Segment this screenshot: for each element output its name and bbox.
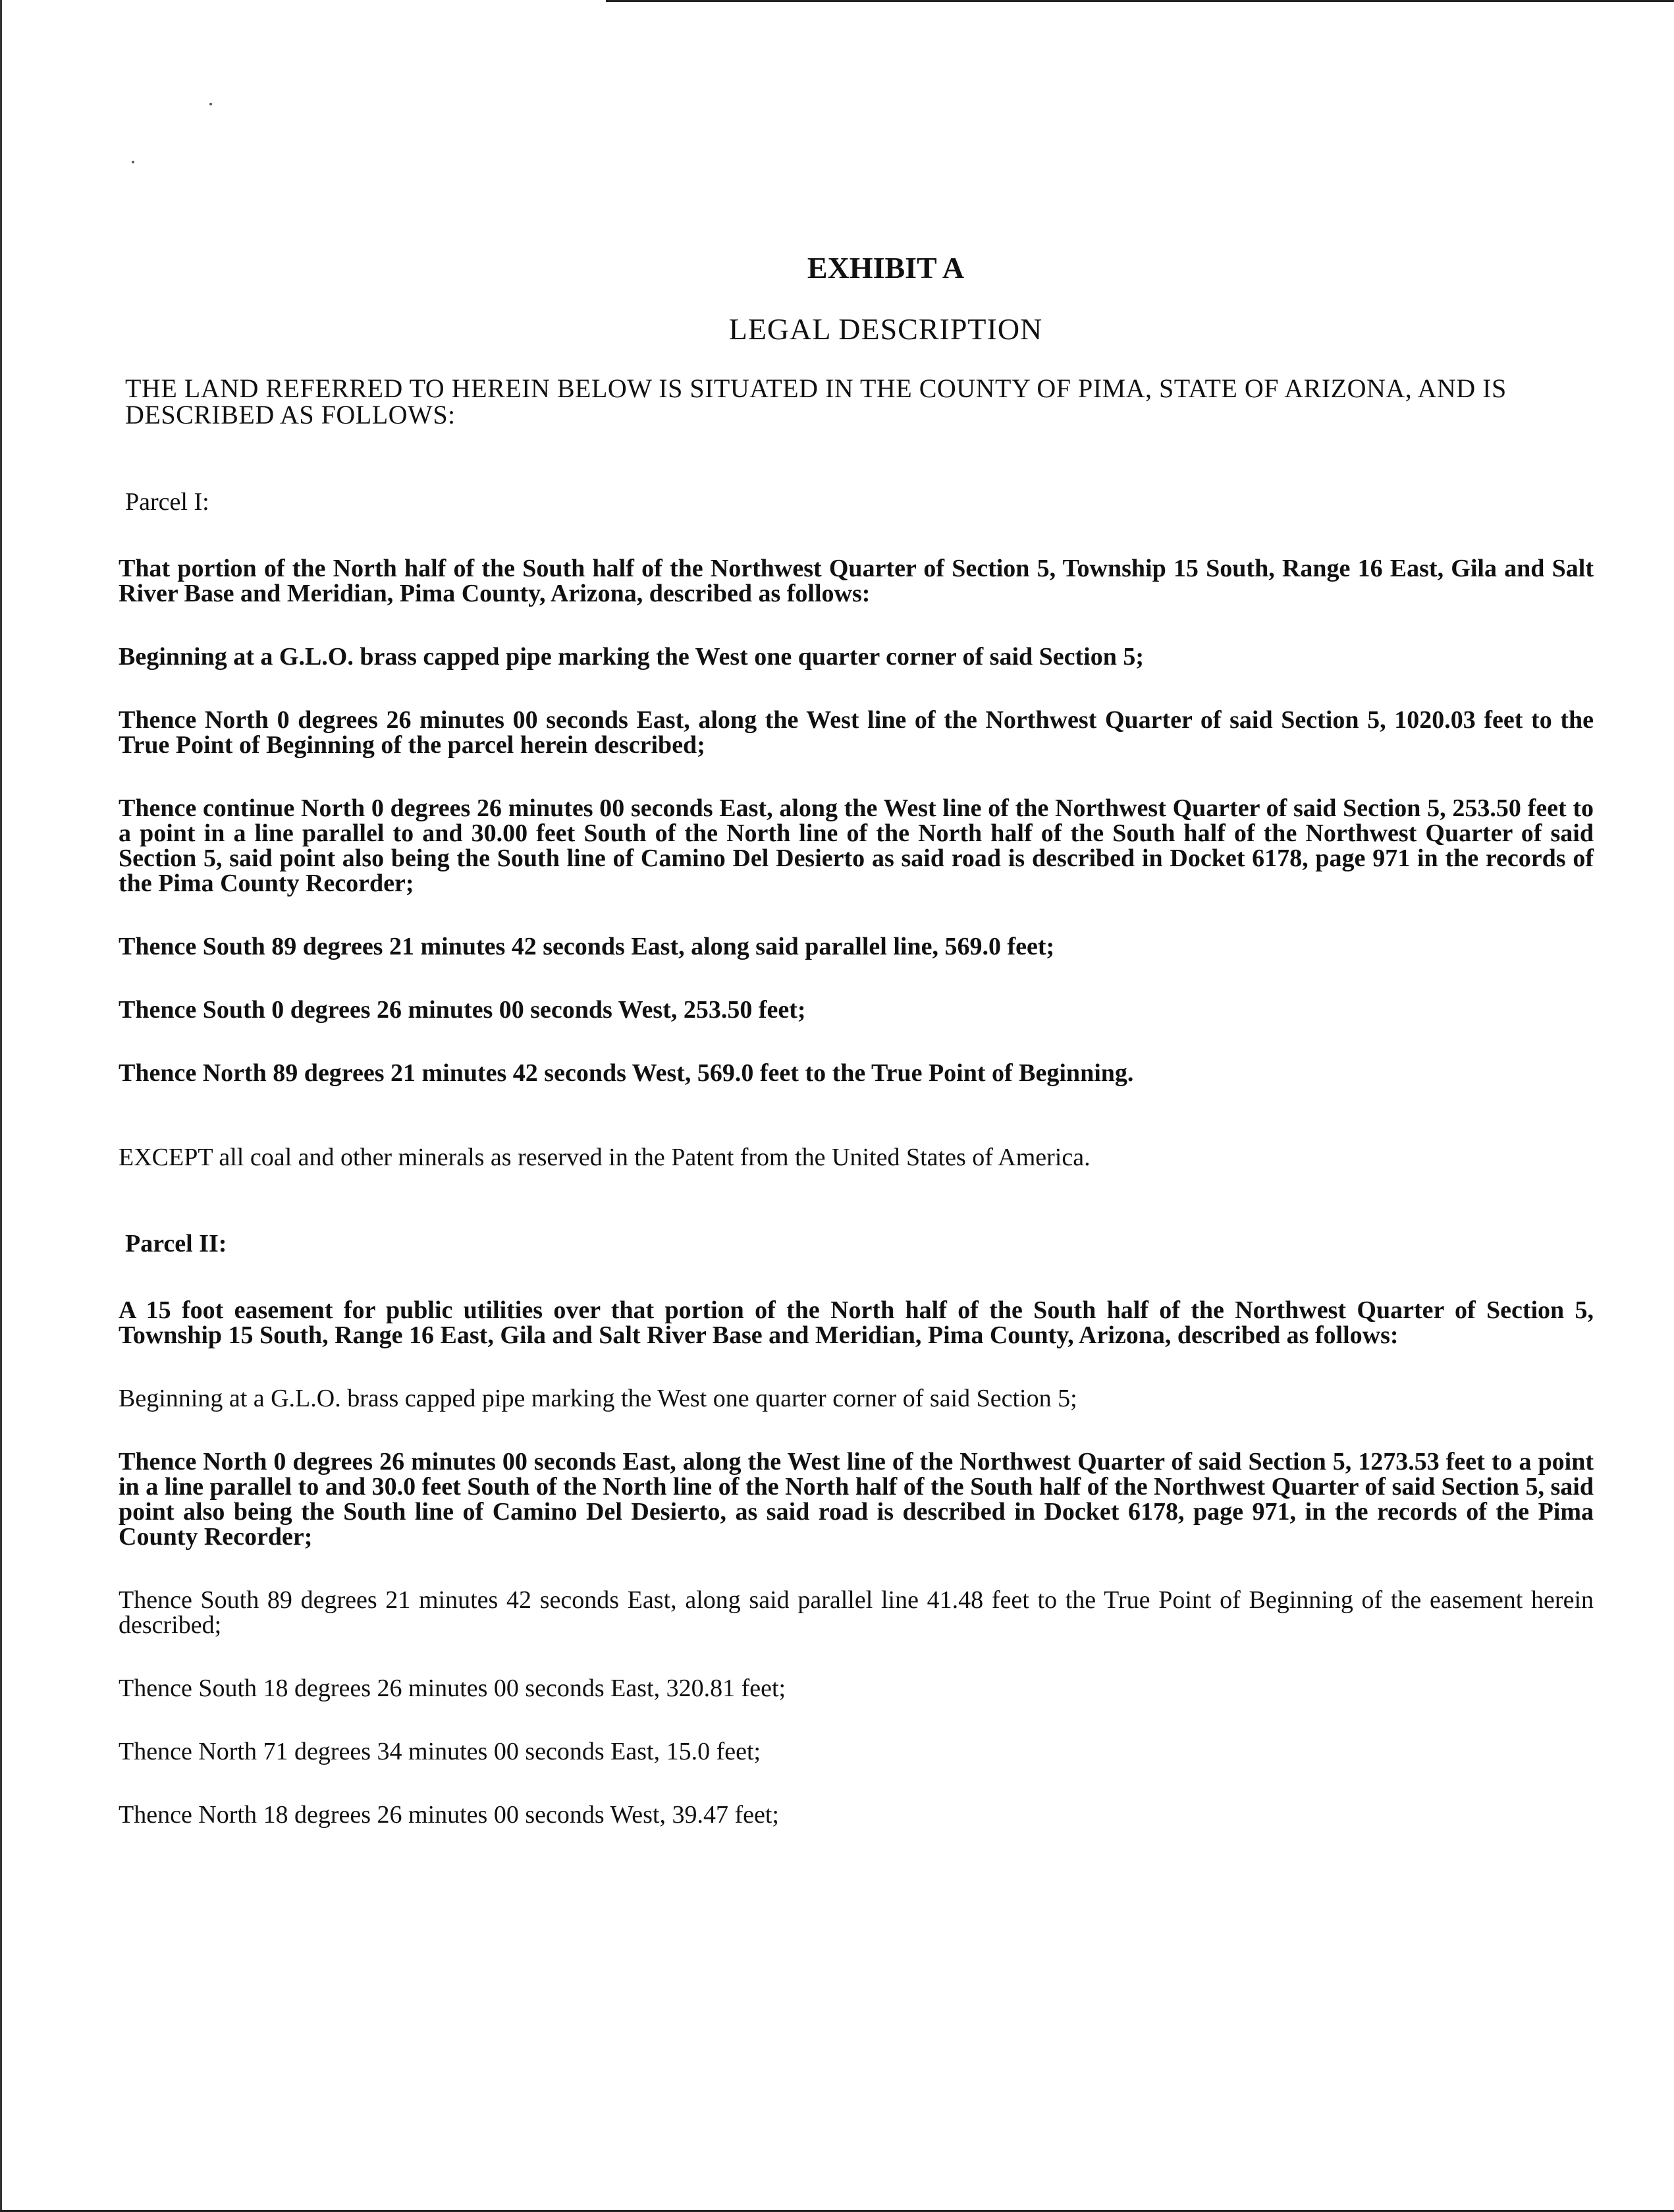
scan-edge-left [0,0,2,2212]
document-title: EXHIBIT A [807,251,965,285]
document-preamble: THE LAND REFERRED TO HEREIN BELOW IS SITUATED IN THE COUNTY OF PIMA, STATE OF ARIZONA, AND IS DESCRIBED AS FOLLOWS: [125,373,1507,429]
parcel-1-exception: EXCEPT all coal and other minerals as reserved in the Patent from the United States of America. [119,1144,1091,1171]
parcel-1-heading: Parcel I: [125,488,209,516]
document-body [92,250,1594,1866]
parcel-2-paragraph: Thence North 18 degrees 26 minutes 00 seconds West, 39.47 feet; [119,1801,779,1829]
parcel-1-paragraph: Beginning at a G.L.O. brass capped pipe marking the West one quarter corner of said Section 5; [119,643,1145,671]
scan-speck [209,103,212,105]
parcel-2-heading: Parcel II: [125,1230,227,1258]
scan-edge-top [606,0,1674,2]
parcel-2-paragraph: Thence North 0 degrees 26 minutes 00 seconds East, along the West line of the Northwest Quarter of said Section 5, 1273.53 feet to a point in a line parallel to and 30.0 feet South of the North line of the North half of the South half of the Northwest Quarter of said Section 5, said point also being the South line of Camino Del Desierto, as said road is described in Docket 6178, page 971, in the records of the Pima County Recorder; [119,1448,1594,1551]
parcel-1-paragraph: Thence South 89 degrees 21 minutes 42 seconds East, along said parallel line, 569.0 feet; [119,933,1055,960]
document-subtitle: LEGAL DESCRIPTION [728,312,1043,346]
parcel-1-paragraph: That portion of the North half of the South half of the Northwest Quarter of Section 5, Township 15 South, Range 16 East, Gila and Salt River Base and Meridian, Pima County, Arizona, described as follows: [119,555,1594,607]
parcel-2-paragraph: Thence North 71 degrees 34 minutes 00 seconds East, 15.0 feet; [119,1738,761,1765]
parcel-1-paragraph: Thence continue North 0 degrees 26 minutes 00 seconds East, along the West line of the Northwest Quarter of said Section 5, 253.50 feet to a point in a line parallel to and 30.00 feet South of the North line of the North half of the South half of the Northwest Quarter of said Section 5, said point also being the South line of Camino Del Desierto as said road is described in Docket 6178, page 971 in the records of the Pima County Recorder; [119,794,1594,897]
parcel-2-paragraph: Thence South 18 degrees 26 minutes 00 seconds East, 320.81 feet; [119,1674,786,1702]
parcel-1-paragraph: Thence South 0 degrees 26 minutes 00 seconds West, 253.50 feet; [119,996,806,1024]
parcel-2-paragraph: A 15 foot easement for public utilities over that portion of the North half of the South half of the Northwest Quarter of Section 5, Township 15 South, Range 16 East, Gila and Salt River Base and Meridian, Pima County, Arizona, described as follows: [119,1296,1594,1349]
parcel-1-paragraph: Thence North 0 degrees 26 minutes 00 seconds East, along the West line of the Northwest Quarter of said Section 5, 1020.03 feet to the True Point of Beginning of the parcel herein described; [119,706,1594,759]
parcel-2-paragraph: Thence South 89 degrees 21 minutes 42 seconds East, along said parallel line 41.48 feet to the True Point of Beginning of the easement herein described; [119,1586,1594,1639]
parcel-2-paragraph: Beginning at a G.L.O. brass capped pipe marking the West one quarter corner of said Section 5; [119,1385,1077,1412]
parcel-1-paragraph: Thence North 89 degrees 21 minutes 42 seconds West, 569.0 feet to the True Point of Beginning. [119,1059,1134,1087]
scan-speck [132,161,134,163]
